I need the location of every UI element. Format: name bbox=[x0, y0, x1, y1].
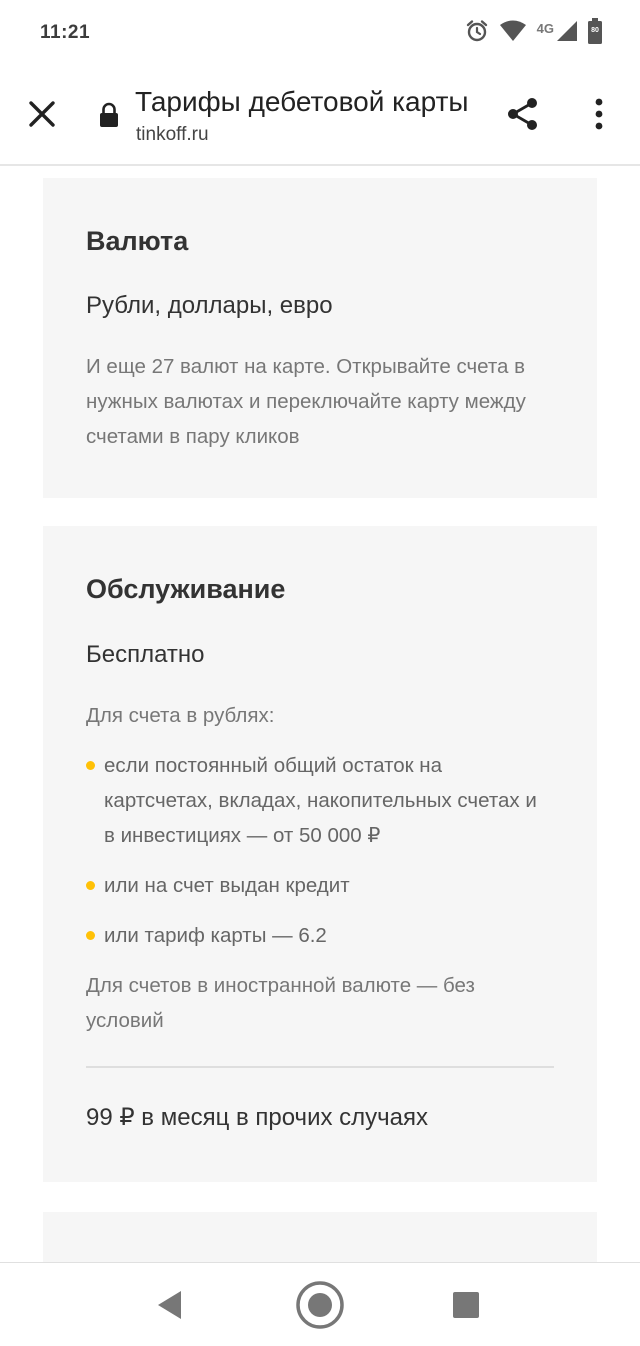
currency-value: Рубли, доллары, евро bbox=[86, 292, 333, 319]
rub-account-intro: Для счета в рублях: bbox=[86, 704, 275, 727]
condition-text: или тариф карты — 6.2 bbox=[104, 924, 327, 947]
share-button[interactable] bbox=[503, 94, 543, 134]
page-content[interactable] bbox=[0, 168, 640, 1262]
wifi-icon bbox=[499, 20, 527, 47]
home-button[interactable] bbox=[294, 1279, 346, 1331]
status-icons bbox=[465, 18, 602, 48]
condition-text: или на счет выдан кредит bbox=[104, 874, 350, 897]
currency-description: И еще 27 валют на карте. Открывайте счета в нужных валютах и переключайте карту между счетами в пару кликов bbox=[86, 355, 526, 448]
divider bbox=[86, 1066, 554, 1068]
share-icon bbox=[503, 94, 543, 134]
condition-list-item bbox=[86, 918, 566, 953]
bullet-dot-icon bbox=[86, 881, 95, 890]
service-card bbox=[43, 526, 597, 1182]
recents-icon bbox=[452, 1291, 480, 1319]
alarm-icon bbox=[465, 19, 489, 48]
back-icon bbox=[155, 1289, 185, 1321]
home-icon bbox=[294, 1279, 346, 1331]
more-vertical-icon bbox=[584, 94, 614, 134]
next-tariff-card bbox=[43, 1212, 597, 1262]
close-button[interactable] bbox=[22, 94, 62, 134]
condition-text: если постоянный общий остаток на картсчетах, вкладах, накопительных счетах и в инвестициях — от 50 000 ₽ bbox=[104, 754, 537, 847]
system-navigation-bar bbox=[0, 1262, 640, 1346]
bullet-dot-icon bbox=[86, 931, 95, 940]
recents-button[interactable] bbox=[452, 1291, 480, 1319]
condition-list-item bbox=[86, 868, 566, 903]
page-url: tinkoff.ru bbox=[136, 124, 209, 145]
battery-icon bbox=[588, 18, 602, 49]
condition-list-item bbox=[86, 748, 566, 853]
status-bar bbox=[0, 0, 640, 66]
more-options-button[interactable] bbox=[584, 94, 614, 134]
service-value: Бесплатно bbox=[86, 641, 205, 668]
other-cases-fee: 99 ₽ в месяц в прочих случаях bbox=[86, 1104, 428, 1131]
currency-card bbox=[43, 178, 597, 498]
status-time: 11:21 bbox=[40, 22, 91, 43]
page-title: Тарифы дебетовой карты bbox=[135, 86, 469, 117]
currency-title: Валюта bbox=[86, 226, 189, 256]
close-icon bbox=[22, 94, 62, 134]
service-title: Обслуживание bbox=[86, 574, 286, 604]
browser-app-bar bbox=[0, 66, 640, 166]
battery-level-label: 80 bbox=[591, 26, 599, 34]
back-button[interactable] bbox=[155, 1289, 185, 1321]
bullet-dot-icon bbox=[86, 761, 95, 770]
signal-icon bbox=[556, 20, 578, 47]
network-type-label: 4G bbox=[536, 20, 554, 36]
foreign-currency-note: Для счетов в иностранной валюте — без условий bbox=[86, 974, 475, 1032]
lock-icon bbox=[98, 102, 120, 128]
